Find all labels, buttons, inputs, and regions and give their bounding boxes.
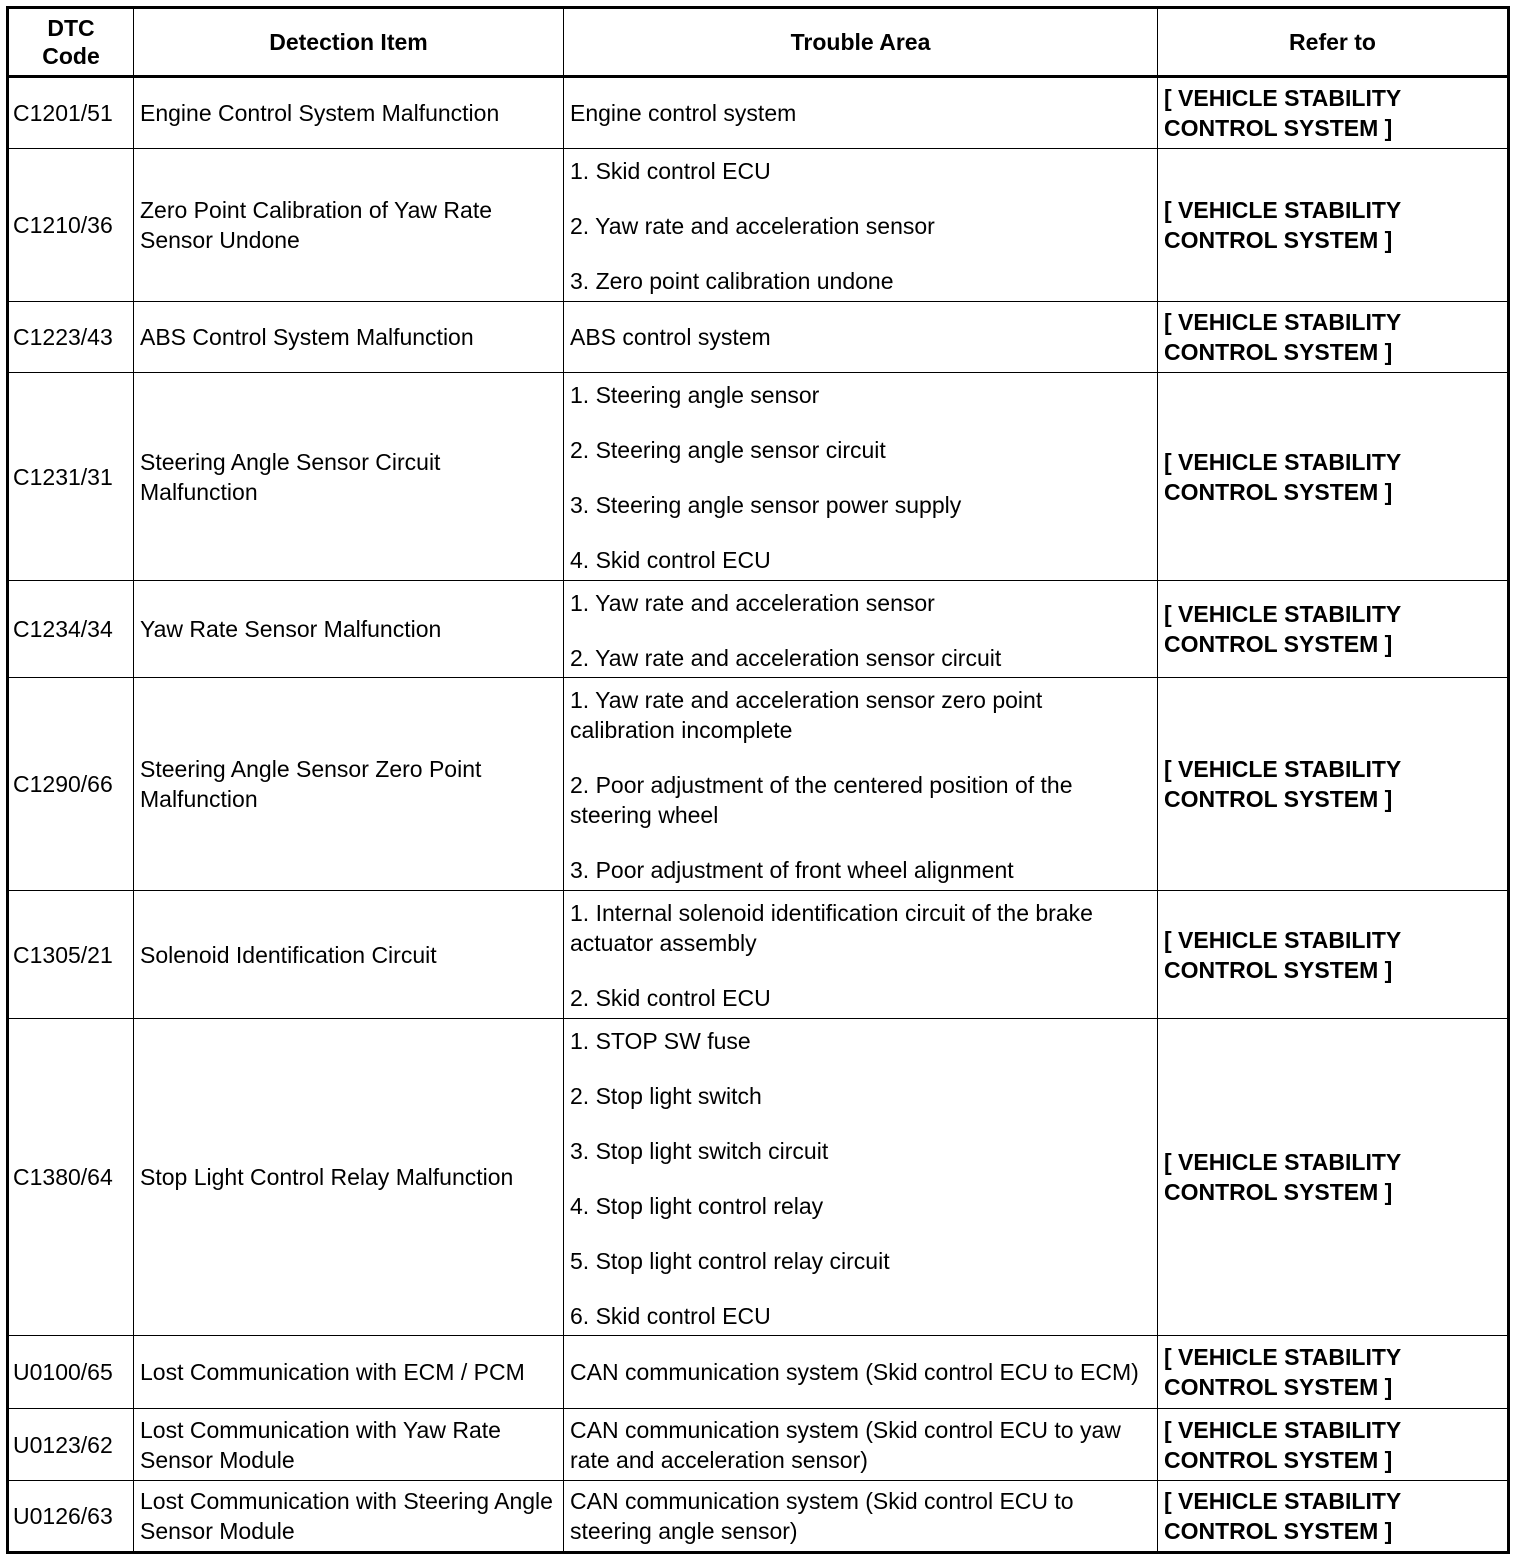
trouble-area-cell (564, 1019, 1158, 1336)
trouble-area-list (570, 1415, 1151, 1475)
dtc-code-cell: C1231/31 (8, 373, 134, 581)
refer-to-line: CONTROL SYSTEM ] (1164, 786, 1393, 812)
refer-to-line: CONTROL SYSTEM ] (1164, 1518, 1393, 1544)
trouble-area-item: 1. STOP SW fuse (570, 1027, 751, 1054)
trouble-area-item: 5. Stop light control relay circuit (570, 1247, 890, 1274)
header-detection-item: Detection Item (134, 8, 564, 77)
refer-to-line: [ VEHICLE STABILITY (1164, 197, 1402, 223)
header-refer-to: Refer to (1158, 8, 1509, 77)
trouble-area-item: 4. Stop light control relay (570, 1192, 824, 1219)
refer-to-cell (1158, 77, 1509, 149)
dtc-code-cell: C1210/36 (8, 149, 134, 302)
refer-to-line: [ VEHICLE STABILITY (1164, 1344, 1402, 1370)
dtc-code-cell: C1234/34 (8, 581, 134, 678)
dtc-table (6, 6, 1510, 1554)
refer-to-cell (1158, 1481, 1509, 1553)
header-trouble-area: Trouble Area (564, 8, 1158, 77)
trouble-area-cell (564, 581, 1158, 678)
trouble-area-item: 4. Skid control ECU (570, 547, 771, 573)
trouble-area-item: CAN communication system (Skid control ECU to yaw rate and acceleration sensor) (570, 1416, 1121, 1473)
dtc-code-cell: C1201/51 (8, 77, 134, 149)
table-row (8, 1481, 1509, 1553)
dtc-code-cell: C1223/43 (8, 302, 134, 373)
trouble-area-cell (564, 77, 1158, 149)
trouble-area-item: 2. Yaw rate and acceleration sensor (570, 213, 935, 239)
refer-to-line: [ VEHICLE STABILITY (1164, 756, 1402, 782)
trouble-area-item: 3. Stop light switch circuit (570, 1137, 829, 1164)
trouble-area-list (570, 98, 1151, 128)
detection-item-cell: Lost Communication with Steering Angle Sensor Module (134, 1481, 564, 1553)
header-dtc-code (8, 8, 134, 77)
trouble-area-list (570, 150, 1151, 300)
trouble-area-item: ABS control system (570, 324, 771, 350)
refer-to-line: [ VEHICLE STABILITY (1164, 601, 1402, 627)
table-row (8, 1019, 1509, 1336)
trouble-area-item: 1. Steering angle sensor (570, 382, 820, 408)
refer-to-line: [ VEHICLE STABILITY (1164, 1149, 1402, 1175)
refer-to-cell (1158, 581, 1509, 678)
refer-to-cell (1158, 1019, 1509, 1336)
trouble-area-item: CAN communication system (Skid control ECU to steering angle sensor) (570, 1488, 1074, 1544)
trouble-area-item: 2. Poor adjustment of the centered position of the steering wheel (570, 772, 1073, 828)
trouble-area-cell (564, 678, 1158, 891)
table-row (8, 1409, 1509, 1481)
detection-item-cell: Yaw Rate Sensor Malfunction (134, 581, 564, 678)
trouble-area-cell (564, 1481, 1158, 1553)
refer-to-cell (1158, 678, 1509, 891)
refer-to-line: CONTROL SYSTEM ] (1164, 339, 1393, 365)
refer-to-cell (1158, 1409, 1509, 1481)
detection-item-cell: Stop Light Control Relay Malfunction (134, 1019, 564, 1336)
refer-to-line: CONTROL SYSTEM ] (1164, 115, 1393, 141)
table-row (8, 302, 1509, 373)
trouble-area-item: 3. Steering angle sensor power supply (570, 492, 962, 518)
trouble-area-list (570, 679, 1151, 889)
refer-to-cell (1158, 891, 1509, 1019)
trouble-area-item: 2. Yaw rate and acceleration sensor circuit (570, 644, 1002, 671)
refer-to-line: CONTROL SYSTEM ] (1164, 956, 1393, 983)
table-row (8, 891, 1509, 1019)
refer-to-cell (1158, 1336, 1509, 1409)
trouble-area-list (570, 374, 1151, 579)
header-dtc-code-line2: Code (42, 43, 100, 69)
refer-to-line: [ VEHICLE STABILITY (1164, 448, 1402, 475)
detection-item-cell: Steering Angle Sensor Circuit Malfunction (134, 373, 564, 581)
trouble-area-list (570, 582, 1151, 677)
refer-to-line: CONTROL SYSTEM ] (1164, 478, 1393, 505)
trouble-area-item: 2. Stop light switch (570, 1082, 762, 1109)
trouble-area-item: 1. Yaw rate and acceleration sensor zero point calibration incomplete (570, 687, 1043, 743)
dtc-code-cell: U0100/65 (8, 1336, 134, 1409)
detection-item-cell: Lost Communication with Yaw Rate Sensor Module (134, 1409, 564, 1481)
trouble-area-item: CAN communication system (Skid control ECU to ECM) (570, 1359, 1139, 1385)
detection-item-cell: Steering Angle Sensor Zero Point Malfunction (134, 678, 564, 891)
trouble-area-list (570, 1020, 1151, 1335)
refer-to-line: [ VEHICLE STABILITY (1164, 1416, 1402, 1443)
table-row (8, 373, 1509, 581)
dtc-code-cell: C1290/66 (8, 678, 134, 891)
header-dtc-code-line1: DTC (47, 15, 95, 41)
trouble-area-list (570, 1357, 1151, 1387)
trouble-area-item: 6. Skid control ECU (570, 1302, 771, 1329)
refer-to-line: [ VEHICLE STABILITY (1164, 926, 1402, 953)
trouble-area-list (570, 1486, 1151, 1546)
refer-to-line: CONTROL SYSTEM ] (1164, 631, 1393, 657)
trouble-area-item: 3. Poor adjustment of front wheel alignment (570, 857, 1014, 883)
refer-to-cell (1158, 373, 1509, 581)
table-body (8, 77, 1509, 1553)
refer-to-cell (1158, 149, 1509, 302)
dtc-code-cell: U0123/62 (8, 1409, 134, 1481)
detection-item-cell: Zero Point Calibration of Yaw Rate Sensor Undone (134, 149, 564, 302)
dtc-code-cell: U0126/63 (8, 1481, 134, 1553)
refer-to-line: [ VEHICLE STABILITY (1164, 85, 1402, 111)
trouble-area-item: 1. Skid control ECU (570, 158, 771, 184)
refer-to-line: [ VEHICLE STABILITY (1164, 1488, 1402, 1514)
refer-to-cell (1158, 302, 1509, 373)
refer-to-line: CONTROL SYSTEM ] (1164, 1179, 1393, 1205)
detection-item-cell: ABS Control System Malfunction (134, 302, 564, 373)
detection-item-cell: Solenoid Identification Circuit (134, 891, 564, 1019)
trouble-area-list (570, 892, 1151, 1017)
header-row (8, 8, 1509, 77)
table-row (8, 149, 1509, 302)
trouble-area-cell (564, 302, 1158, 373)
trouble-area-list (570, 322, 1151, 352)
trouble-area-cell (564, 891, 1158, 1019)
trouble-area-item: 2. Steering angle sensor circuit (570, 437, 886, 463)
table-row (8, 678, 1509, 891)
trouble-area-item: 1. Yaw rate and acceleration sensor (570, 589, 935, 616)
detection-item-cell: Lost Communication with ECM / PCM (134, 1336, 564, 1409)
refer-to-line: CONTROL SYSTEM ] (1164, 1374, 1393, 1400)
trouble-area-cell (564, 149, 1158, 302)
table-row (8, 77, 1509, 149)
table-header (8, 8, 1509, 77)
dtc-code-cell: C1305/21 (8, 891, 134, 1019)
refer-to-line: [ VEHICLE STABILITY (1164, 309, 1402, 335)
table-row (8, 1336, 1509, 1409)
table-row (8, 581, 1509, 678)
detection-item-cell: Engine Control System Malfunction (134, 77, 564, 149)
refer-to-line: CONTROL SYSTEM ] (1164, 1446, 1393, 1473)
trouble-area-item: Engine control system (570, 100, 797, 126)
trouble-area-cell (564, 1336, 1158, 1409)
trouble-area-cell (564, 373, 1158, 581)
dtc-code-cell: C1380/64 (8, 1019, 134, 1336)
refer-to-line: CONTROL SYSTEM ] (1164, 227, 1393, 253)
trouble-area-cell (564, 1409, 1158, 1481)
trouble-area-item: 3. Zero point calibration undone (570, 268, 894, 294)
trouble-area-item: 1. Internal solenoid identification circuit of the brake actuator assembly (570, 900, 1093, 956)
trouble-area-item: 2. Skid control ECU (570, 985, 771, 1011)
